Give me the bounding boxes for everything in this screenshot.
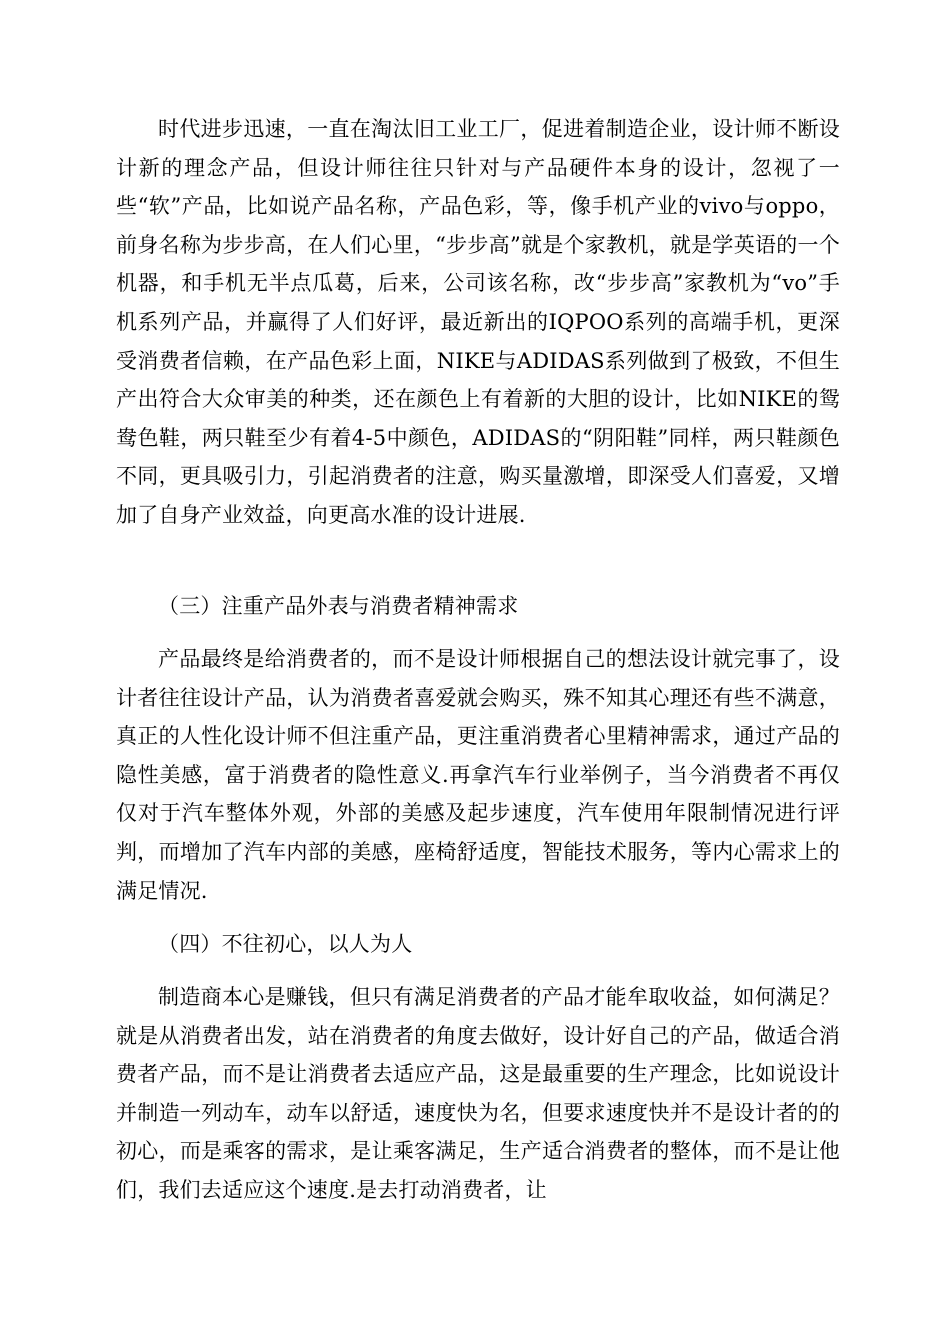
body-paragraph-3: 制造商本心是赚钱，但只有满足消费者的产品才能牟取收益，如何满足？就是从消费者出发，站在消费者的角度去做好，设计好自己的产品，做适合消费者产品，而不是让消费者去适应产品，这是最重要的生产理念，比如说设计并制造一列动车，动车以舒适，速度快为名，但要求速度快并不是设计者的的初心，而是乘客的需求，是让乘客满足，生产适合消费者的整体，而不是让他们，我们去适应这个速度.是去打动消费者，让: [116, 985, 840, 1202]
document-page: [116, 0, 840, 1344]
body-paragraph-1: 时代进步迅速，一直在淘汰旧工业工厂，促进着制造企业，设计师不断设计新的理念产品，但设计师往往只针对与产品硬件本身的设计，忽视了一些“软”产品，比如说产品名称，产品色彩，等，像手机产业的vivo与oppo，前身名称为步步高，在人们心里，“步步高”就是个家教机，就是学英语的一个机器，和手机无半点瓜葛，后来，公司该名称，改“步步高”家教机为“vo”手机系列产品，并赢得了人们好评，最近新出的IQPOO系列的高端手机，更深受消费者信赖，在产品色彩上面，NIKE与ADIDAS系列做到了极致，不但生产出符合大众审美的种类，还在颜色上有着新的大胆的设计，比如NIKE的鸳鸯色鞋，两只鞋至少有着4-5中颜色，ADIDAS的“阴阳鞋”同样，两只鞋颜色不同，更具吸引力，引起消费者的注意，购买量激增，即深受人们喜爱，又增加了自身产业效益，向更高水准的设计进展.: [116, 117, 840, 527]
body-paragraph-2: 产品最终是给消费者的，而不是设计师根据自己的想法设计就完事了，设计者往往设计产品，认为消费者喜爱就会购买，殊不知其心理还有些不满意，真正的人性化设计师不但注重产品，更注重消费者心里精神需求，通过产品的隐性美感，富于消费者的隐性意义.再拿汽车行业举例子，当今消费者不再仅仅对于汽车整体外观，外部的美感及起步速度，汽车使用年限制情况进行评判，而增加了汽车内部的美感，座椅舒适度，智能技术服务，等内心需求上的满足情况.: [116, 647, 840, 903]
section-heading-4: （四）不往初心，以人为人: [158, 932, 413, 956]
section-heading-3: （三）注重产品外表与消费者精神需求: [158, 594, 519, 618]
